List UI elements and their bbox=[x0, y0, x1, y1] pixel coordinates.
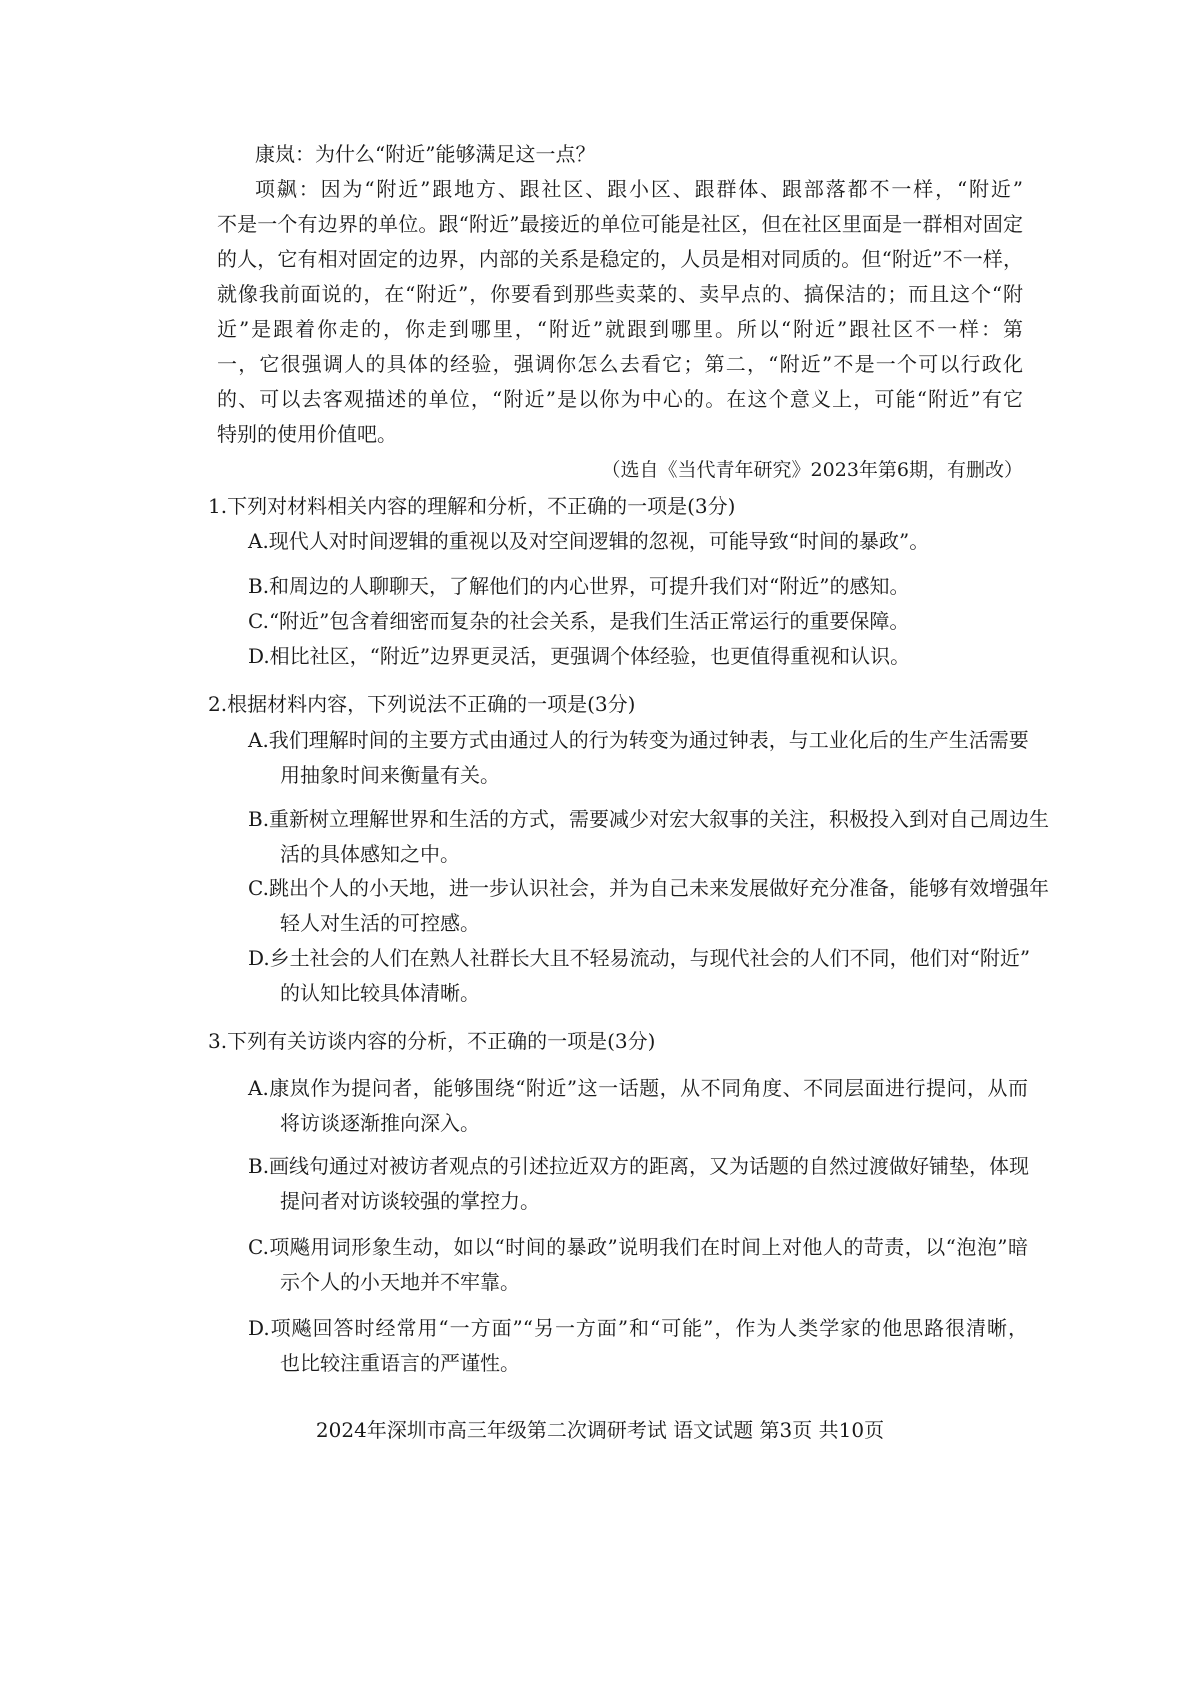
question-1-option-c: C.“附近”包含着细密而复杂的社会关系，是我们生活正常运行的重要保障。 bbox=[248, 609, 910, 633]
question-2-option-a: A.我们理解时间的主要方式由通过人的行为转变为通过钟表，与工业化后的生产生活需要 bbox=[248, 728, 1029, 752]
question-1-option-d: D.相比社区，“附近”边界更灵活，更强调个体经验，也更值得重视和认识。 bbox=[248, 644, 911, 668]
question-2-option-a-cont: 用抽象时间来衡量有关。 bbox=[280, 763, 500, 787]
question-2-option-d: D.乡土社会的人们在熟人社群长大且不轻易流动，与现代社会的人们不同，他们对“附近” bbox=[248, 946, 1031, 970]
interview-question: 康岚：为什么“附近”能够满足这一点？ bbox=[255, 142, 596, 166]
answer-line-4: 就像我前面说的，在“附近”，你要看到那些卖菜的、卖早点的、搞保洁的；而且这个“附 bbox=[217, 282, 1023, 306]
answer-line-8: 特别的使用价值吧。 bbox=[217, 422, 397, 446]
answer-line-7: 的、可以去客观描述的单位，“附近”是以你为中心的。在这个意义上，可能“附近”有它 bbox=[217, 387, 1023, 411]
question-3-option-d: D.项飚回答时经常用“一方面”“另一方面”和“可能”，作为人类学家的他思路很清晰， bbox=[248, 1316, 1028, 1340]
answer-line-3: 的人，它有相对固定的边界，内部的关系是稳定的，人员是相对同质的。但“附近”不一样， bbox=[217, 247, 1023, 271]
question-3-option-b: B.画线句通过对被访者观点的引述拉近双方的距离，又为话题的自然过渡做好铺垫，体现 bbox=[248, 1154, 1030, 1178]
question-1-stem: 1.下列对材料相关内容的理解和分析，不正确的一项是(3分) bbox=[208, 494, 736, 518]
question-3-option-a-cont: 将访谈逐渐推向深入。 bbox=[280, 1111, 480, 1135]
question-3-option-b-cont: 提问者对访谈较强的掌控力。 bbox=[280, 1189, 540, 1213]
question-2-option-b: B.重新树立理解世界和生活的方式，需要减少对宏大叙事的关注，积极投入到对自己周边生 bbox=[248, 807, 1050, 831]
question-2-option-d-cont: 的认知比较具体清晰。 bbox=[280, 981, 480, 1005]
answer-line-6: 一，它很强调人的具体的经验，强调你怎么去看它；第二，“附近”不是一个可以行政化 bbox=[217, 352, 1023, 376]
question-1-option-a: A.现代人对时间逻辑的重视以及对空间逻辑的忽视，可能导致“时间的暴政”。 bbox=[248, 529, 930, 553]
answer-line-2: 不是一个有边界的单位。跟“附近”最接近的单位可能是社区，但在社区里面是一群相对固定 bbox=[217, 212, 1023, 236]
question-1-option-b: B.和周边的人聊聊天，了解他们的内心世界，可提升我们对“附近”的感知。 bbox=[248, 574, 910, 598]
page-footer: 2024年深圳市高三年级第二次调研考试 语文试题 第3页 共10页 bbox=[315, 1418, 885, 1442]
question-2-option-c-cont: 轻人对生活的可控感。 bbox=[280, 911, 480, 935]
answer-line-5: 近”是跟着你走的，你走到哪里，“附近”就跟到哪里。所以“附近”跟社区不一样：第 bbox=[217, 317, 1023, 341]
question-3-option-c: C.项飚用词形象生动，如以“时间的暴政”说明我们在时间上对他人的苛责，以“泡泡”暗 bbox=[248, 1235, 1028, 1259]
answer-line-1: 项飙：因为“附近”跟地方、跟社区、跟小区、跟群体、跟部落都不一样，“附近” bbox=[255, 177, 1023, 201]
question-2-stem: 2.根据材料内容，下列说法不正确的一项是(3分) bbox=[208, 692, 636, 716]
question-3-stem: 3.下列有关访谈内容的分析，不正确的一项是(3分) bbox=[208, 1029, 656, 1053]
question-2-option-c: C.跳出个人的小天地，进一步认识社会，并为自己未来发展做好充分准备，能够有效增强年 bbox=[248, 876, 1049, 900]
question-2-option-b-cont: 活的具体感知之中。 bbox=[280, 842, 460, 866]
source-citation: （选自《当代青年研究》2023年第6期，有删改） bbox=[601, 459, 1023, 481]
question-3-option-c-cont: 示个人的小天地并不牢靠。 bbox=[280, 1270, 520, 1294]
question-3-option-d-cont: 也比较注重语言的严谨性。 bbox=[280, 1351, 520, 1375]
question-3-option-a: A.康岚作为提问者，能够围绕“附近”这一话题，从不同角度、不同层面进行提问，从而 bbox=[248, 1076, 1028, 1100]
